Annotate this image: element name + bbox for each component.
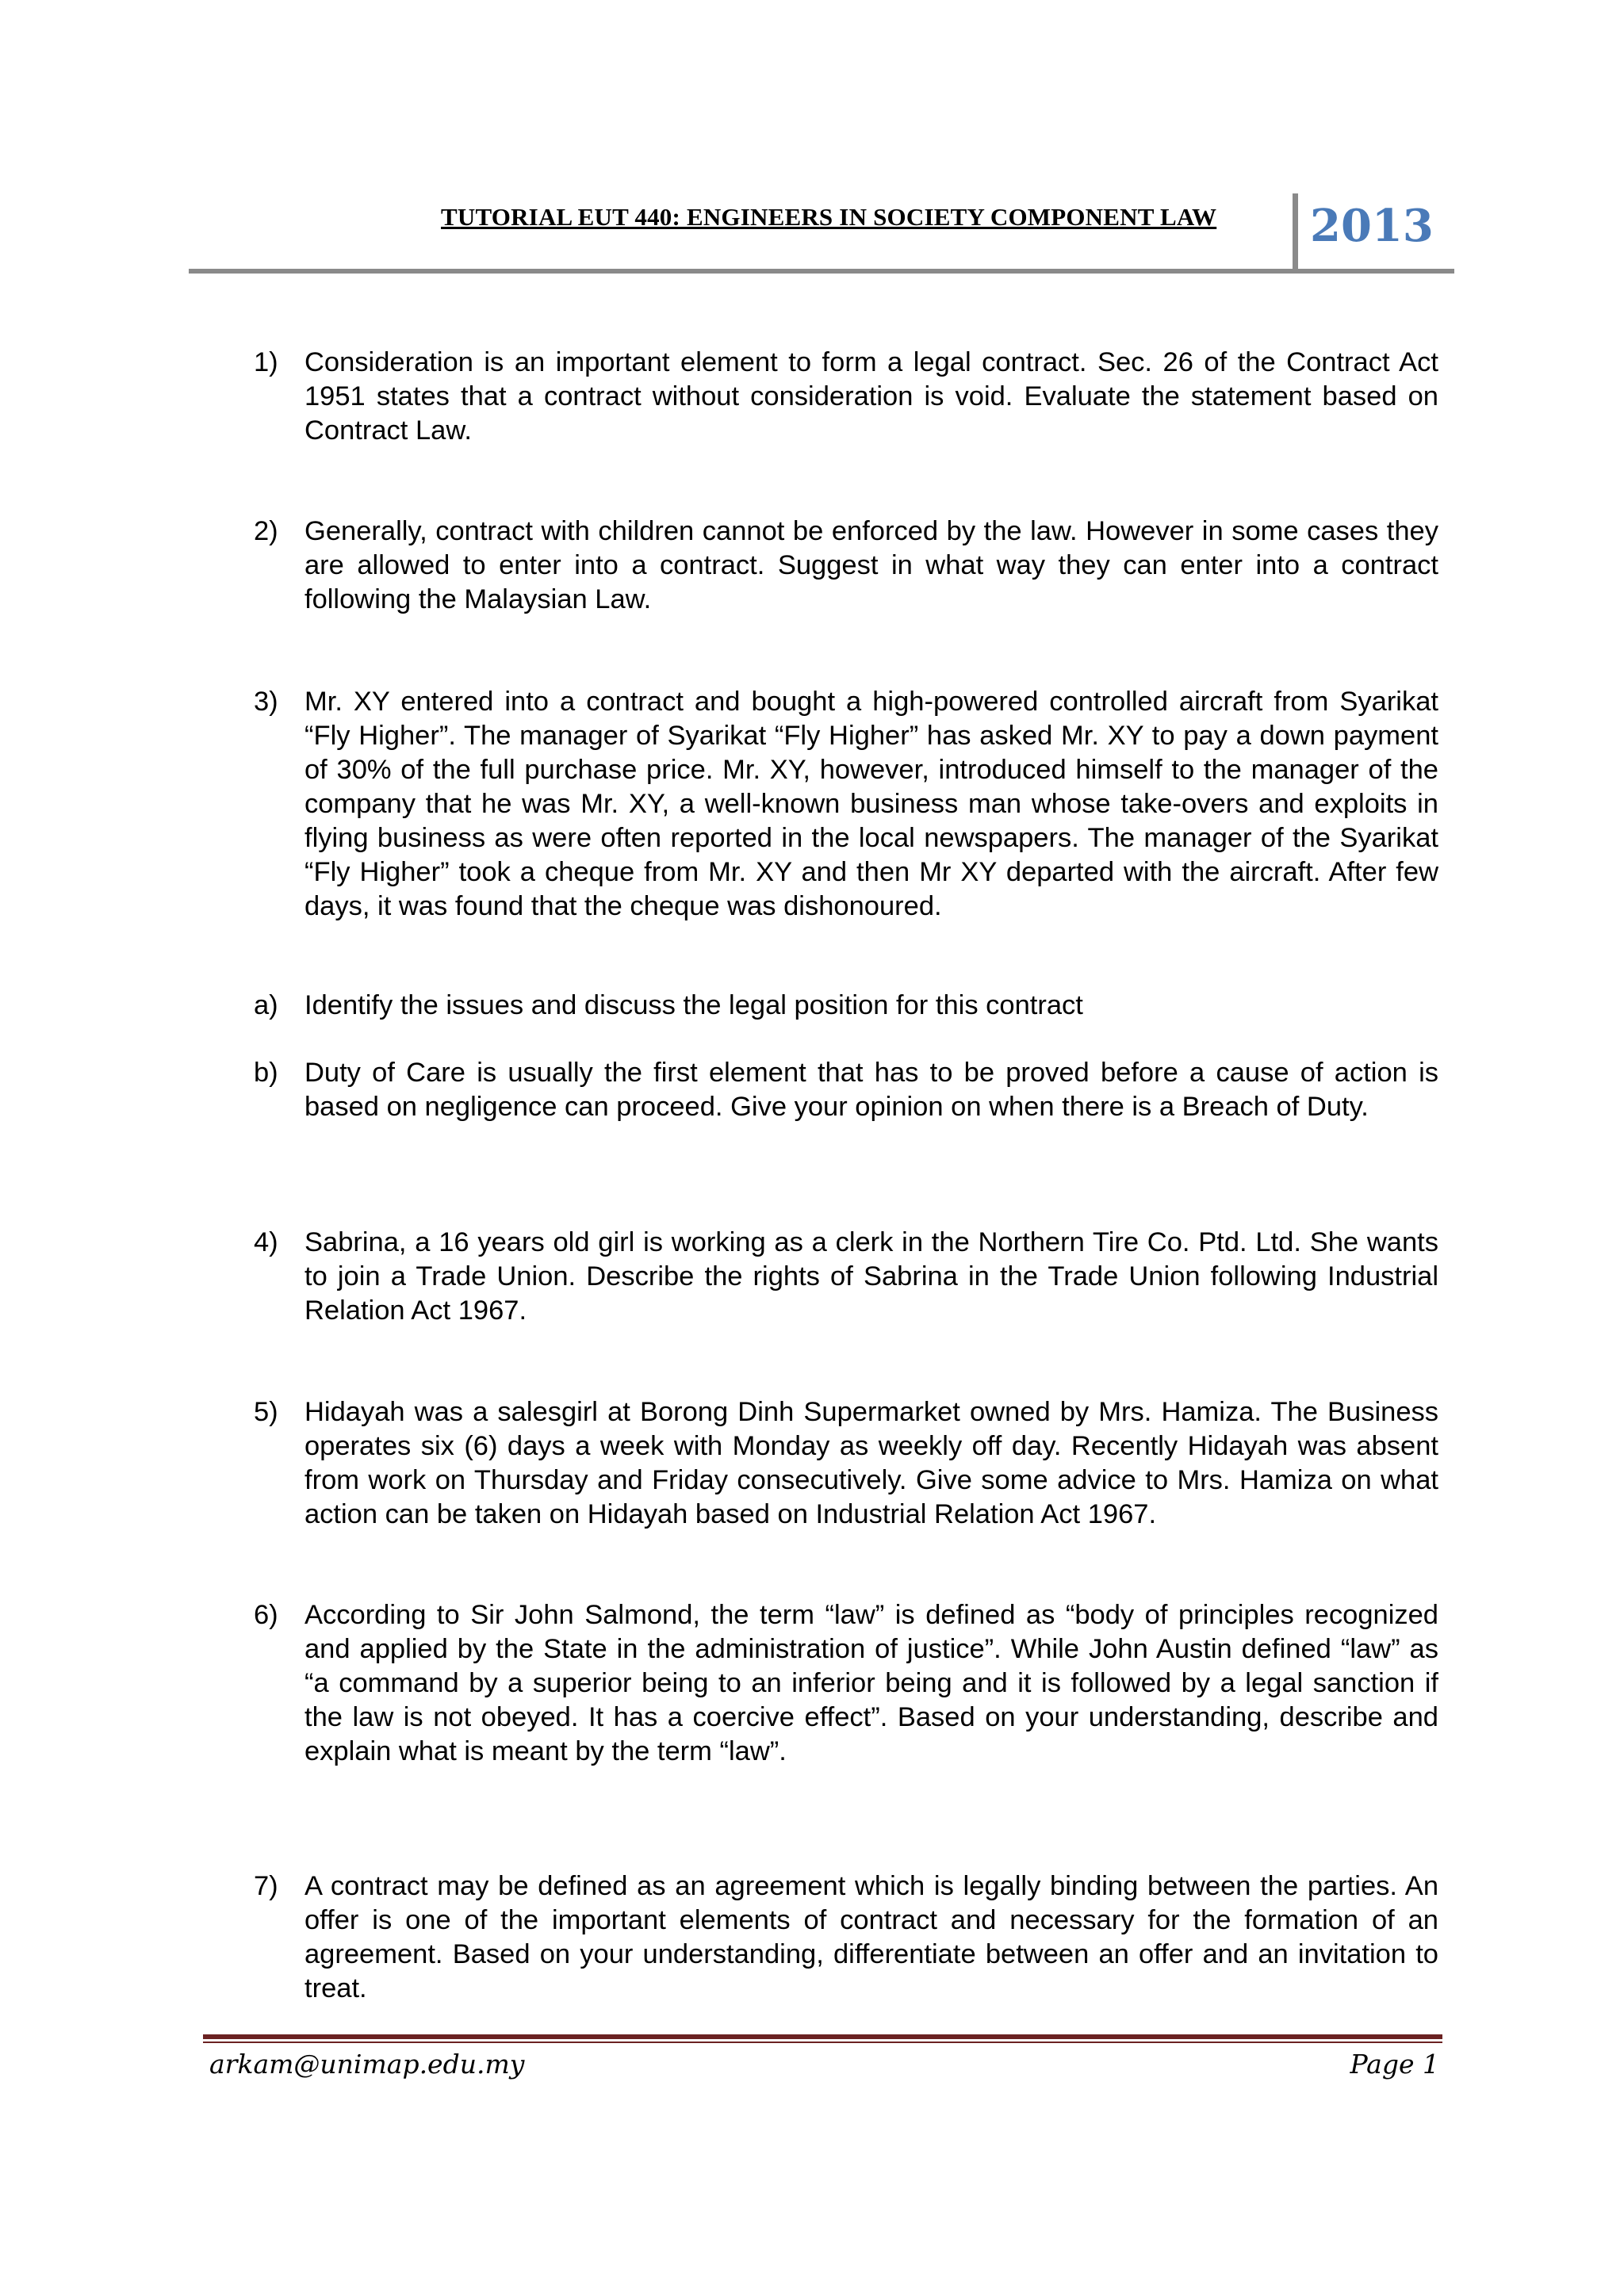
- question-item: [254, 1226, 1438, 1328]
- question-item: [254, 1395, 1438, 1532]
- header-divider: [1293, 193, 1298, 273]
- question-number: 5): [254, 1397, 278, 1427]
- question-item: [254, 989, 1438, 1023]
- question-text: Hidayah was a salesgirl at Borong Dinh Supermarket owned by Mrs. Hamiza. The Business operates six (6) days a week with Monday as weekly off day. Recently Hidayah was absent from work on Thursday and Friday consecutively. Give some advice to Mrs. Hamiza on what action can be taken on Hidayah based on Industrial Relation Act 1967.: [304, 1397, 1438, 1529]
- question-item: [254, 346, 1438, 448]
- question-number: 6): [254, 1600, 278, 1630]
- question-number: b): [254, 1058, 278, 1088]
- question-number: 7): [254, 1871, 278, 1901]
- question-text: According to Sir John Salmond, the term “law” is defined as “body of principles recognized and applied by the State in the administration of justice”. While John Austin defined “law” as “a command by a superior being to an inferior being and it is followed by a legal sanction if the law is not obeyed. It has a coercive effect”. Based on your understanding, describe and explain what is meant by the term “law”.: [304, 1600, 1438, 1766]
- question-text: Duty of Care is usually the first element that has to be proved before a cause of action is based on negligence can proceed. Give your opinion on when there is a Breach of Duty.: [304, 1058, 1438, 1122]
- question-text: Sabrina, a 16 years old girl is working as a clerk in the Northern Tire Co. Ptd. Ltd. She wants to join a Trade Union. Describe the rights of Sabrina in the Trade Union following Industrial Relation Act 1967.: [304, 1227, 1438, 1326]
- question-text: Mr. XY entered into a contract and bought a high-powered controlled aircraft from Syarikat “Fly Higher”. The manager of Syarikat “Fly Higher” has asked Mr. XY to pay a down payment of 30% of the full purchase price. Mr. XY, however, introduced himself to the manager of the company that he was Mr. XY, a well-known business man whose take-overs and exploits in flying business as were often reported in the local newspapers. The manager of the Syarikat “Fly Higher” took a cheque from Mr. XY and then Mr XY departed with the aircraft. After few days, it was found that the cheque was dishonoured.: [304, 687, 1438, 921]
- question-item: [254, 1869, 1438, 2006]
- question-item: [254, 515, 1438, 617]
- question-text: A contract may be defined as an agreement which is legally binding between the parties. An offer is one of the important elements of contract and necessary for the formation of an agreement. Based on your understanding, differentiate between an offer and an invitation to treat.: [304, 1871, 1438, 2003]
- question-number: 4): [254, 1227, 278, 1257]
- question-item: [254, 1056, 1438, 1124]
- question-text: Consideration is an important element to form a legal contract. Sec. 26 of the Contract Act 1951 states that a contract without consideration is void. Evaluate the statement based on Contract Law.: [304, 347, 1438, 446]
- footer-rule: [203, 2034, 1442, 2039]
- header-title: TUTORIAL EUT 440: ENGINEERS IN SOCIETY COMPONENT LAW: [441, 203, 1217, 231]
- footer-page-number: Page 1: [1350, 2049, 1439, 2080]
- question-text: Generally, contract with children cannot be enforced by the law. However in some cases they are allowed to enter into a contract. Suggest in what way they can enter into a contract following the Malaysian Law.: [304, 516, 1438, 614]
- question-item: [254, 1598, 1438, 1769]
- footer-email: arkam@unimap.edu.my: [209, 2049, 525, 2080]
- question-number: a): [254, 990, 278, 1020]
- footer-rule-thin: [203, 2042, 1442, 2043]
- question-item: [254, 685, 1438, 924]
- question-number: 3): [254, 687, 278, 717]
- header-year: 2013: [1310, 200, 1434, 252]
- header-rule: [189, 269, 1454, 274]
- question-number: 2): [254, 516, 278, 546]
- question-text: Identify the issues and discuss the legal position for this contract: [304, 990, 1083, 1020]
- question-number: 1): [254, 347, 278, 377]
